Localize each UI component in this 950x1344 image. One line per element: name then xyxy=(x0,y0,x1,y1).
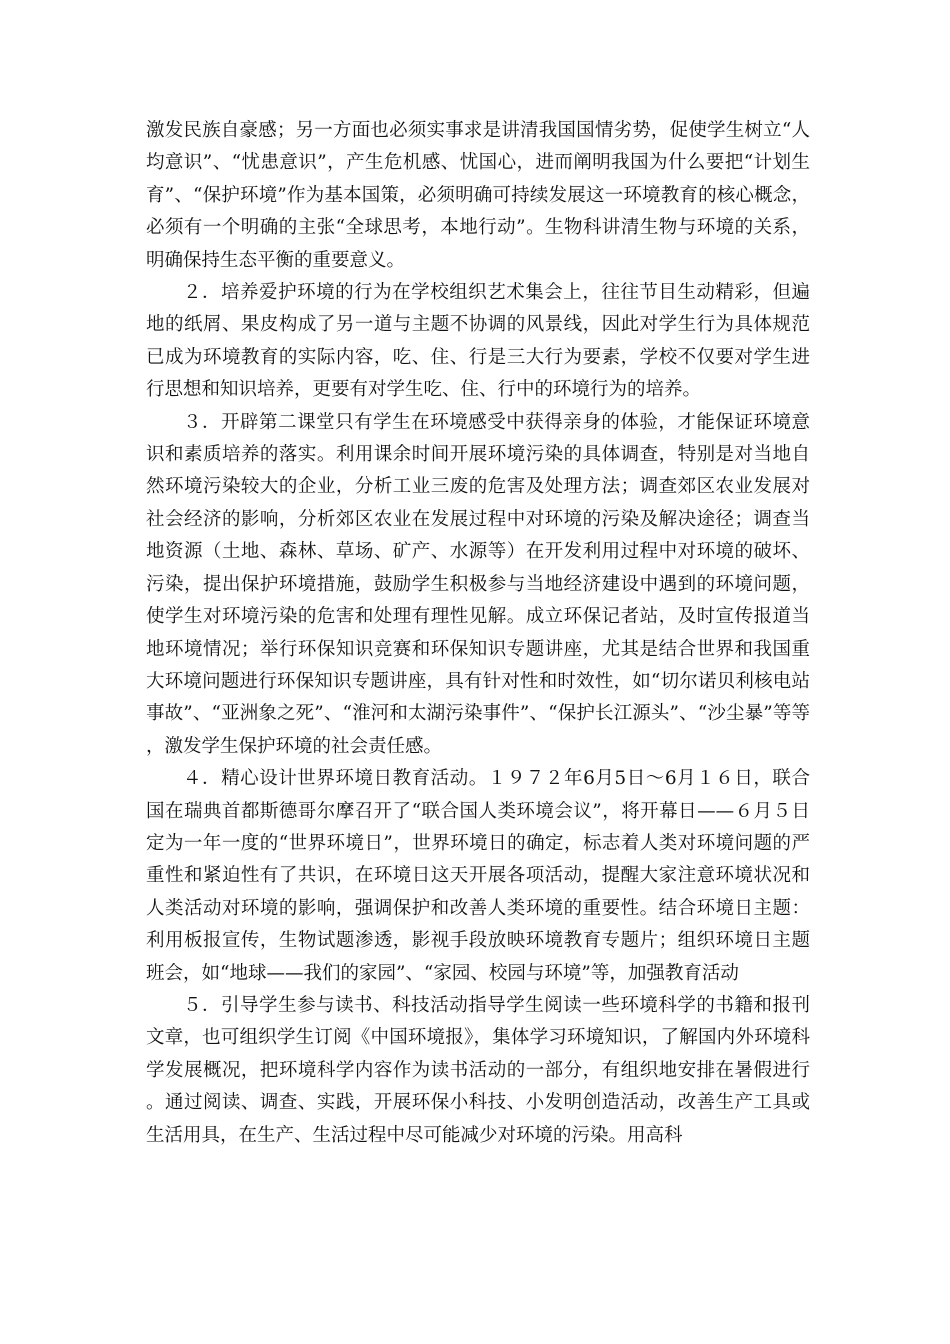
paragraph-continued: 激发民族自豪感；另一方面也必须实事求是讲清我国国情劣势，促使学生树立“人均意识”、“忧患意识”，产生危机感、忧国心，进而阐明我国为什么要把“计划生育”、“保护环境”作为基本国策，必须明确可持续发展这一环境教育的核心概念，必须有一个明确的主张“全球思考，本地行动”。生物科讲清生物与环境的关系，明确保持生态平衡的重要意义。 xyxy=(146,120,810,271)
paragraph-item-3: ３．开辟第二课堂只有学生在环境感受中获得亲身的体验，才能保证环境意识和素质培养的落实。利用课余时间开展环境污染的具体调查，特别是对当地自然环境污染较大的企业，分析工业三废的危害及处理方法；调查郊区农业发展对社会经济的影响，分析郊区农业在发展过程中对环境的污染及解决途径；调查当地资源（土地、森林、草场、矿产、水源等）在开发利用过程中对环境的破坏、污染，提出保护环境措施，鼓励学生积极参与当地经济建设中遇到的环境问题，使学生对环境污染的危害和处理有理性见解。成立环保记者站，及时宣传报道当地环境情况；举行环保知识竞赛和环保知识专题讲座，尤其是结合世界和我国重大环境问题进行环保知识专题讲座，具有针对性和时效性，如“切尔诺贝利核电站事故”、“亚洲象之死”、“淮河和太湖污染事件”、“保护长江源头”、“沙尘暴”等等，激发学生保护环境的社会责任感。 xyxy=(146,411,810,757)
document-body xyxy=(146,115,810,1152)
paragraph-item-2: ２．培养爱护环境的行为在学校组织艺术集会上，往往节目生动精彩，但遍地的纸屑、果皮构成了另一道与主题不协调的风景线，因此对学生行为具体规范已成为环境教育的实际内容，吃、住、行是三大行为要素，学校不仅要对学生进行思想和知识培养，更要有对学生吃、住、行中的环境行为的培养。 xyxy=(146,282,810,401)
paragraph-item-5: ５．引导学生参与读书、科技活动指导学生阅读一些环境科学的书籍和报刊文章，也可组织学生订阅《中国环境报》，集体学习环境知识，了解国内外环境科学发展概况，把环境科学内容作为读书活动的一部分，有组织地安排在暑假进行。通过阅读、调查、实践，开展环保小科技、小发明创造活动，改善生产工具或生活用具，在生产、生活过程中尽可能减少对环境的污染。用高科 xyxy=(146,994,810,1146)
paragraph-item-4: ４．精心设计世界环境日教育活动。１９７２年6月5日～6月１６日，联合国在瑞典首都斯德哥尔摩召开了“联合国人类环境会议”，将开幕日——６月５日定为一年一度的“世界环境日”，世界环境日的确定，标志着人类对环境问题的严重性和紧迫性有了共识，在环境日这天开展各项活动，提醒大家注意环境状况和人类活动对环境的影响，强调保护和改善人类环境的重要性。结合环境日主题：利用板报宣传，生物试题渗透，影视手段放映环境教育专题片；组织环境日主题班会，如“地球——我们的家园”、“家园、校园与环境”等，加强教育活动 xyxy=(146,768,810,984)
